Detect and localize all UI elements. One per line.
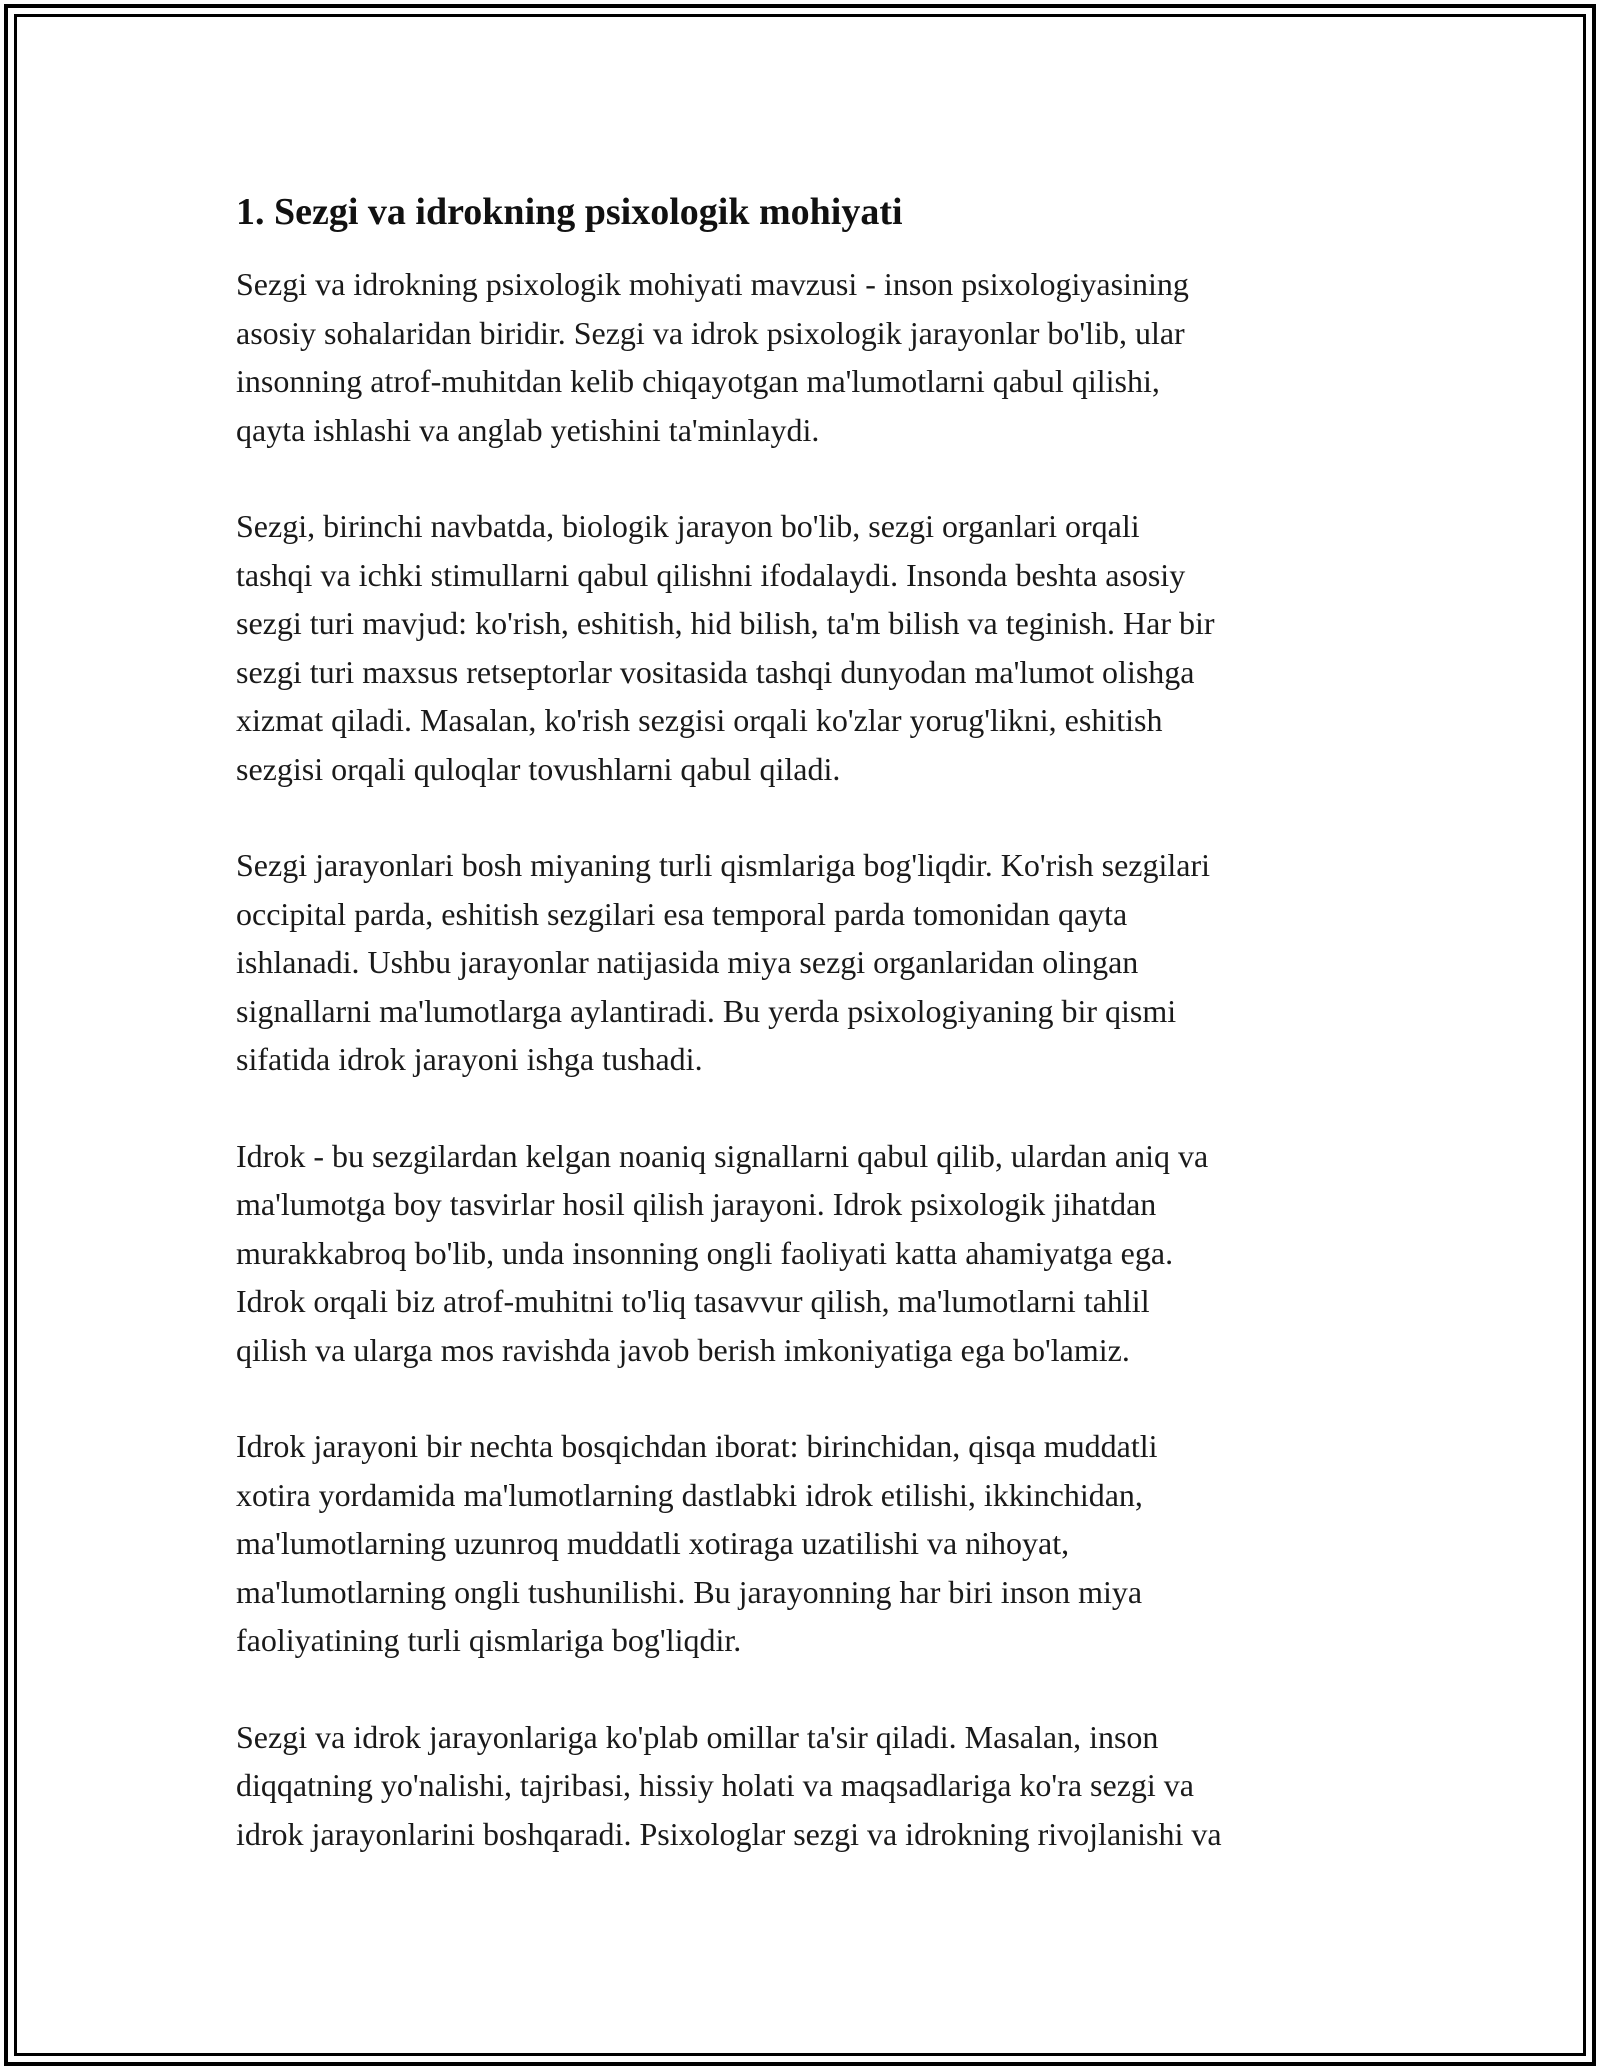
text-line: idrok jarayonlarini boshqaradi. Psixologlar sezgi va idrokning rivojlanishi va	[236, 1815, 1222, 1852]
text-line: murakkabroq bo'lib, unda insonning ongli faoliyati katta ahamiyatga ega.	[236, 1234, 1174, 1271]
text-line: xizmat qiladi. Masalan, ko'rish sezgisi orqali ko'zlar yorug'likni, eshitish	[236, 702, 1163, 738]
text-line: sezgi turi mavjud: ko'rish, eshitish, hid bilish, ta'm bilish va teginish. Har bir	[236, 605, 1215, 641]
text-line: insonning atrof-muhitdan kelib chiqayotgan ma'lumotlarni qabul qilishi,	[236, 363, 1160, 399]
text-line: Idrok - bu sezgilardan kelgan noaniq signallarni qabul qilib, ulardan aniq va	[236, 1137, 1209, 1174]
text-line: sezgisi orqali quloqlar tovushlarni qabul qiladi.	[236, 750, 841, 787]
paragraph-3	[236, 841, 1386, 1084]
text-line: faoliyatining turli qismlariga bog'liqdir.	[236, 1622, 742, 1658]
text-line: asosiy sohalaridan biridir. Sezgi va idrok psixologik jarayonlar bo'lib, ular	[236, 314, 1185, 351]
text-line: ma'lumotga boy tasvirlar hosil qilish jarayoni. Idrok psixologik jihatdan	[236, 1186, 1157, 1222]
paragraph-5	[236, 1422, 1386, 1665]
text-line: Sezgi, birinchi navbatda, biologik jarayon bo'lib, sezgi organlari orqali	[236, 508, 1140, 544]
text-line: sezgi turi maxsus retseptorlar vositasida tashqi dunyodan ma'lumot olishga	[236, 653, 1195, 690]
text-line: qayta ishlashi va anglab yetishini ta'minlaydi.	[236, 411, 820, 448]
document-body	[236, 186, 1386, 1906]
text-line: occipital parda, eshitish sezgilari esa temporal parda tomonidan qayta	[236, 895, 1128, 932]
paragraph-1	[236, 260, 1386, 454]
paragraph-2	[236, 502, 1386, 793]
text-line: Idrok orqali biz atrof-muhitni to'liq tasavvur qilish, ma'lumotlarni tahlil	[236, 1283, 1150, 1319]
text-line: Sezgi va idrok jarayonlariga ko'plab omillar ta'sir qiladi. Masalan, inson	[236, 1718, 1159, 1755]
text-line: diqqatning yo'nalishi, tajribasi, hissiy holati va maqsadlariga ko'ra sezgi va	[236, 1767, 1194, 1803]
text-line: ishlanadi. Ushbu jarayonlar natijasida miya sezgi organlaridan olingan	[236, 944, 1139, 980]
text-line: ma'lumotlarning ongli tushunilishi. Bu jarayonning har biri inson miya	[236, 1573, 1143, 1610]
text-line: xotira yordamida ma'lumotlarning dastlabki idrok etilishi, ikkinchidan,	[236, 1476, 1143, 1513]
text-line: ma'lumotlarning uzunroq muddatli xotiraga uzatilishi va nihoyat,	[236, 1525, 1070, 1561]
paragraph-4	[236, 1132, 1386, 1375]
text-line: Sezgi va idrokning psixologik mohiyati mavzusi - inson psixologiyasining	[236, 266, 1189, 302]
text-line: signallarni ma'lumotlarga aylantiradi. Bu yerda psixologiyaning bir qismi	[236, 992, 1177, 1029]
paragraph-6	[236, 1713, 1386, 1859]
text-line: Sezgi jarayonlari bosh miyaning turli qismlariga bog'liqdir. Ko'rish sezgilari	[236, 847, 1211, 883]
text-line: tashqi va ichki stimullarni qabul qilishni ifodalaydi. Insonda beshta asosiy	[236, 556, 1186, 593]
section-heading: 1. Sezgi va idrokning psixologik mohiyati	[236, 191, 903, 233]
text-line: sifatida idrok jarayoni ishga tushadi.	[236, 1041, 703, 1077]
text-line: qilish va ularga mos ravishda javob berish imkoniyatiga ega bo'lamiz.	[236, 1331, 1130, 1368]
text-line: Idrok jarayoni bir nechta bosqichdan iborat: birinchidan, qisqa muddatli	[236, 1428, 1158, 1464]
